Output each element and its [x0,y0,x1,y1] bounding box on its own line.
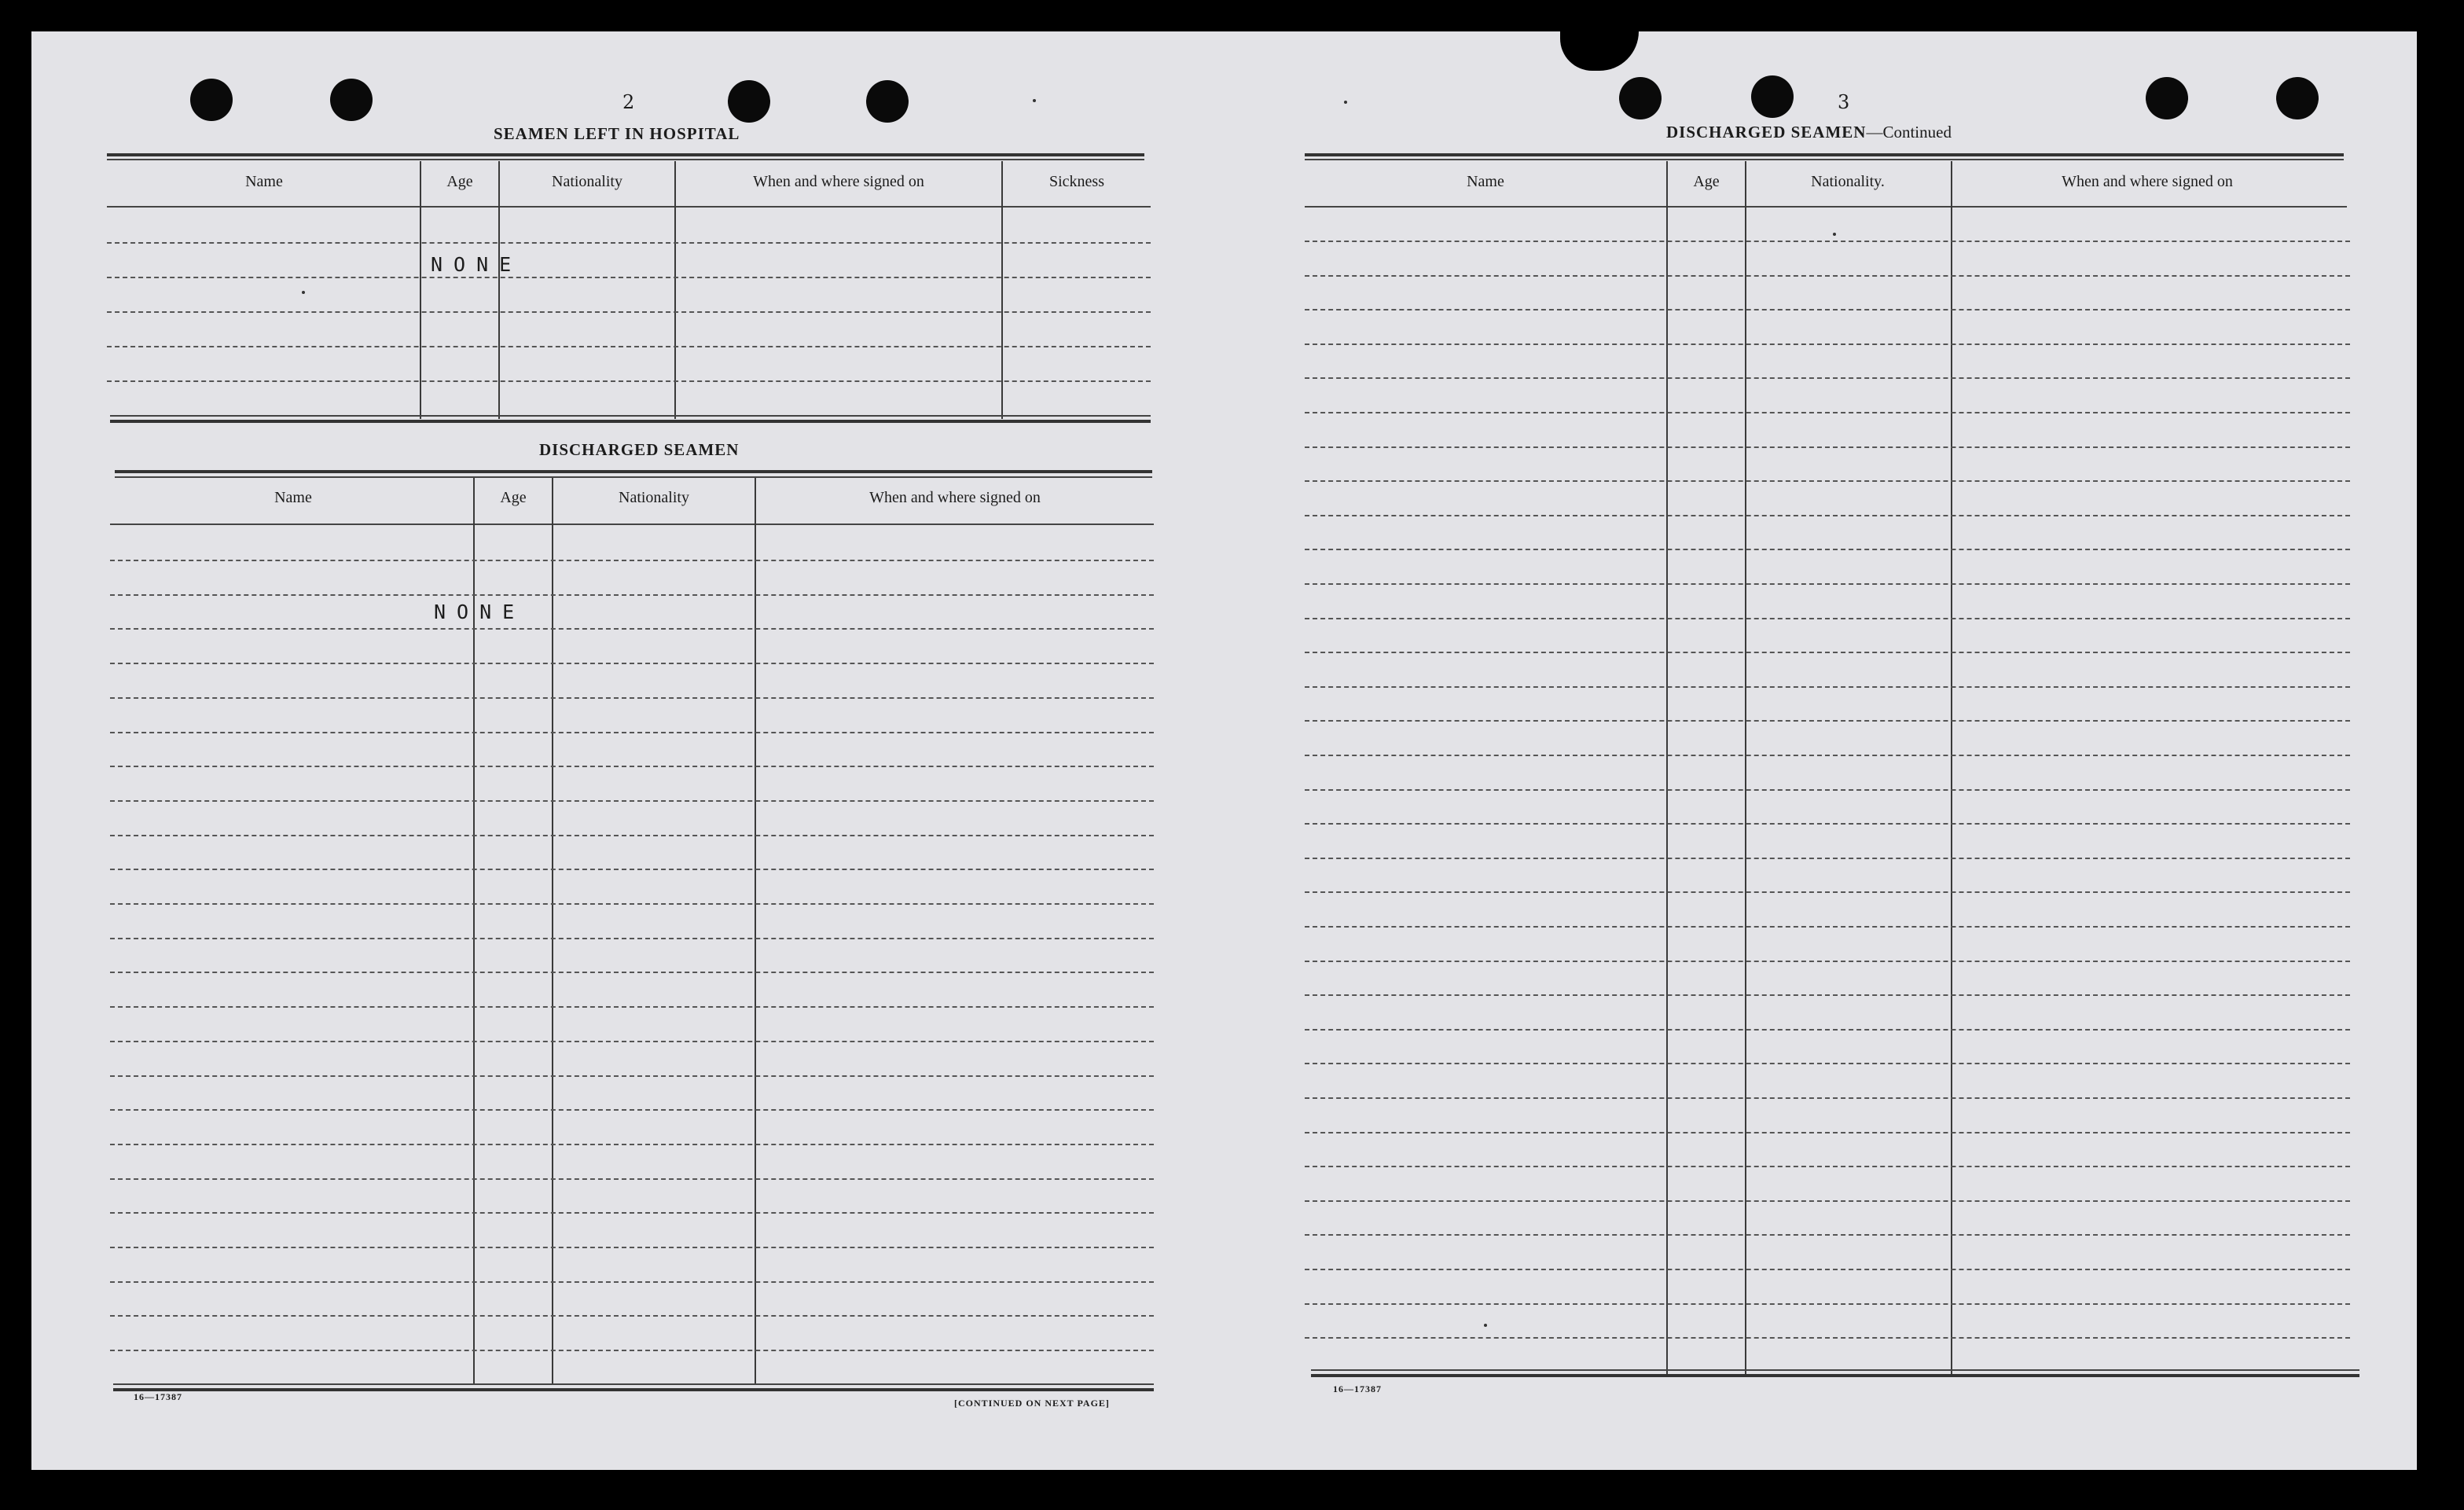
register-row-line [1305,891,2350,893]
register-row-line [1305,446,2350,448]
register-row-line [1305,549,2350,550]
right-bottom-rule-thick [1311,1374,2359,1377]
paper-speck [1484,1324,1487,1327]
discharged-none-stamp: NONE [434,601,526,623]
right-col-name: Name [1467,173,1504,190]
register-row-line [110,835,1154,836]
register-row-line [110,1212,1154,1214]
register-row-line [110,628,1154,630]
register-row-line [1305,480,2350,482]
register-row-line [1305,858,2350,859]
continued-note: [CONTINUED ON NEXT PAGE] [954,1398,1110,1409]
discharged-col-age: Age [500,489,527,506]
right-header-rule [1305,206,2347,208]
page-number-left: 2 [622,91,635,113]
register-row-line [1305,1166,2350,1167]
discharged-continued-title-main: DISCHARGED SEAMEN [1666,123,1867,141]
paper-speck [302,291,305,294]
punch-hole [330,79,373,121]
hospital-col-signed-on: When and where signed on [753,173,924,190]
register-row-line [1305,1063,2350,1064]
hospital-col-sickness: Sickness [1049,173,1104,190]
register-row-line [110,1144,1154,1145]
punch-hole [2146,77,2188,119]
register-row-line [1305,1269,2350,1270]
discharged-col-name: Name [274,489,312,506]
hospital-header-rule [107,206,1151,208]
discharged-continued-title [1666,123,1952,142]
discharged-bottom-rule-thick [113,1388,1154,1391]
register-row-line [1305,755,2350,756]
register-row-line [1305,823,2350,825]
register-row-line [1305,1200,2350,1202]
hospital-top-rule-thin [107,159,1144,160]
register-row-line [1305,583,2350,585]
hospital-col-nationality: Nationality [552,173,622,190]
form-number-right: 16—17387 [1333,1383,1382,1394]
register-row-line [110,800,1154,802]
register-row-line [1305,686,2350,688]
hospital-row-line [107,346,1151,347]
register-row-line [1305,1337,2350,1339]
register-row-line [1305,652,2350,653]
register-row-line [110,1247,1154,1248]
right-col-nationality: Nationality. [1811,173,1885,190]
discharged-top-rule [115,470,1152,473]
register-row-line [1305,720,2350,722]
register-row-line [110,594,1154,596]
form-number-left: 16—17387 [134,1391,182,1402]
punch-hole [1619,77,1662,119]
register-row-line [1305,1234,2350,1236]
hospital-row-line [107,311,1151,313]
register-row-line [1305,1303,2350,1305]
hospital-row-line [107,380,1151,382]
register-row-line [110,766,1154,767]
hospital-col-age: Age [446,173,473,190]
register-row-line [1305,377,2350,379]
register-row-line [1305,515,2350,516]
register-row-line [110,663,1154,664]
continued-suffix: —Continued [1866,123,1952,141]
register-row-line [1305,344,2350,345]
register-row-line [110,972,1154,973]
punch-hole [728,80,770,123]
discharged-section-title: DISCHARGED SEAMEN [539,440,740,459]
register-row-line [110,1281,1154,1283]
document-sheet [31,31,2417,1470]
register-row-line [1305,1029,2350,1031]
page-number-right: 3 [1838,91,1850,113]
punch-hole [2276,77,2319,119]
register-row-line [1305,1097,2350,1099]
register-row-line [110,1006,1154,1008]
register-row-line [110,903,1154,905]
register-row-line [110,1350,1154,1351]
hospital-row-line [107,242,1151,244]
hospital-row-line [107,277,1151,278]
discharged-top-rule-thin [115,476,1152,478]
register-row-line [1305,1132,2350,1133]
right-col-age: Age [1693,173,1720,190]
paper-speck [1833,233,1836,236]
punch-hole [866,80,909,123]
register-row-line [1305,618,2350,619]
register-row-line [110,1178,1154,1180]
register-row-line [110,697,1154,699]
hospital-bottom-rule-thick [110,420,1151,423]
hospital-top-rule [107,153,1144,156]
paper-speck [1033,99,1036,102]
register-row-line [1305,926,2350,928]
right-top-rule [1305,153,2344,156]
register-row-line [110,560,1154,561]
register-row-line [1305,994,2350,996]
hospital-bottom-rule [110,415,1151,417]
right-top-rule-thin [1305,159,2344,160]
paper-speck [1344,101,1347,104]
register-row-line [110,869,1154,870]
punch-hole [1751,75,1794,118]
register-row-line [1305,275,2350,277]
hospital-col-name: Name [245,173,283,190]
register-row-line [1305,309,2350,310]
discharged-col-signed-on: When and where signed on [869,489,1041,506]
register-row-line [110,732,1154,733]
discharged-header-rule [110,524,1154,525]
register-row-line [110,1109,1154,1111]
hospital-none-stamp: NONE [431,253,523,276]
register-row-line [110,938,1154,939]
register-row-line [110,1315,1154,1317]
register-row-line [1305,412,2350,413]
register-row-line [110,1075,1154,1077]
register-row-line [1305,789,2350,791]
right-col-signed-on: When and where signed on [2062,173,2233,190]
punch-hole [190,79,233,121]
discharged-col-nationality: Nationality [619,489,689,506]
right-bottom-rule [1311,1369,2359,1371]
register-row-line [1305,961,2350,962]
discharged-bottom-rule [113,1383,1154,1385]
register-row-line [1305,241,2350,242]
register-row-line [110,1041,1154,1042]
hospital-section-title: SEAMEN LEFT IN HOSPITAL [494,124,740,143]
